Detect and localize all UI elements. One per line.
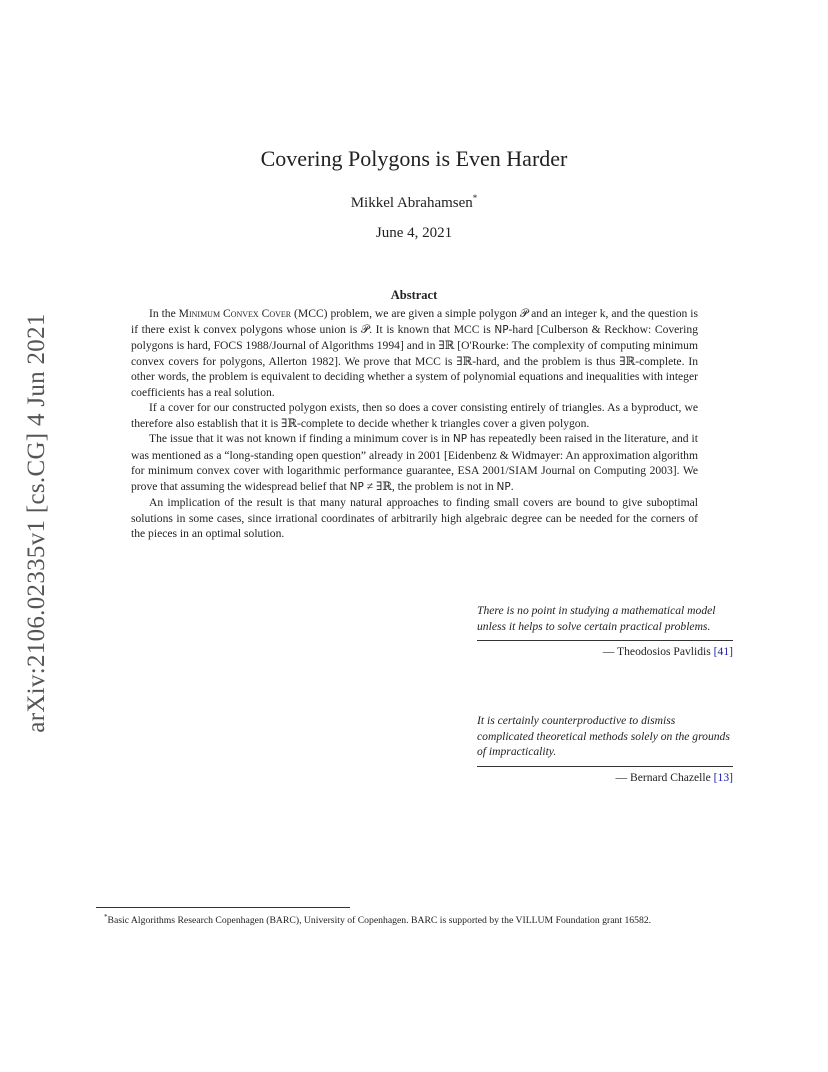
footnote-rule: [96, 907, 350, 908]
epigraph-rule: [477, 640, 733, 641]
paper-title: Covering Polygons is Even Harder: [260, 146, 568, 171]
author-footnote-mark[interactable]: *: [472, 193, 478, 203]
author-line: [0, 193, 828, 212]
epigraph-text: It is certainly counterproductive to dismiss complicated theoretical methods solely on the grounds of impracticality.: [477, 714, 730, 758]
epigraph-attribution: — Theodosios Pavlidis [41]: [602, 645, 733, 658]
paper-date: June 4, 2021: [375, 225, 453, 241]
author-name: Mikkel Abrahamsen: [350, 195, 473, 211]
epigraph-rule: [477, 766, 733, 767]
citation-link[interactable]: [41]: [713, 645, 733, 658]
abstract-heading: Abstract: [390, 288, 438, 302]
footnote-text: Basic Algorithms Research Copenhagen (BARC), University of Copenhagen. BARC is supported by the VILLUM Foundation grant 16582.: [107, 915, 652, 927]
abstract-paragraph-4: An implication of the result is that many natural approaches to finding small covers are bound to give suboptimal solutions in some cases, since irrational coordinates of arbitrarily high algebraic degree can be needed for the corners of the pieces in an optimal solution.: [131, 496, 698, 540]
footnote-mark: *: [104, 913, 108, 921]
epigraph-2: [477, 713, 733, 784]
complexity-class: NP: [494, 323, 509, 336]
abstract-paragraph-3: The issue that it was not known if finding a minimum cover is in NP has repeatedly been raised in the literature, and it was mentioned as a “long-standing open question” already in 2001 [Eidenbenz & Widmayer: An approximation algorithm for minimum convex cover with logarithmic performance guarantee, ESA 2001/SIAM Journal on Computing 2003]. We prove that assuming the widespread belief that NP ≠ ∃ℝ, the problem is not in NP.: [131, 432, 698, 493]
abstract-body: [131, 306, 698, 542]
abstract-paragraph-2: If a cover for our constructed polygon exists, then so does a cover consisting entirely of triangles. As a byproduct, we therefore also establish that it is ∃ℝ-complete to decide whether k triangles cover a given polygon.: [131, 401, 698, 430]
epigraph-1: [477, 603, 733, 658]
epigraph-text: There is no point in studying a mathematical model unless it helps to solve certain practical problems.: [477, 604, 716, 633]
problem-name: Minimum Convex Cover: [178, 307, 292, 320]
citation-link[interactable]: [13]: [713, 770, 733, 784]
abstract-paragraph-1: In the Minimum Convex Cover (MCC) problem, we are given a simple polygon 𝒫 and an integer k, and the question is if there exist k convex polygons whose union is 𝒫. It is known that MCC is NP-hard [Culberson & Reckhow: Covering polygons is hard, FOCS 1988/Journal of Algorithms 1994] and in ∃ℝ [O'Rourke: The complexity of computing minimum convex covers for polygons, Allerton 1982]. We prove that MCC is ∃ℝ-hard, and the problem is thus ∃ℝ-complete. In other words, the problem is equivalent to deciding whether a system of polynomial equations and inequalities with integer coefficients has a real solution.: [131, 307, 698, 399]
arxiv-identifier: [20, 298, 54, 748]
epigraph-attribution: — Bernard Chazelle [13]: [615, 770, 733, 784]
arxiv-identifier-text: arXiv:2106.02335v1 [cs.CG] 4 Jun 2021: [23, 313, 50, 733]
footnote: [96, 911, 732, 928]
